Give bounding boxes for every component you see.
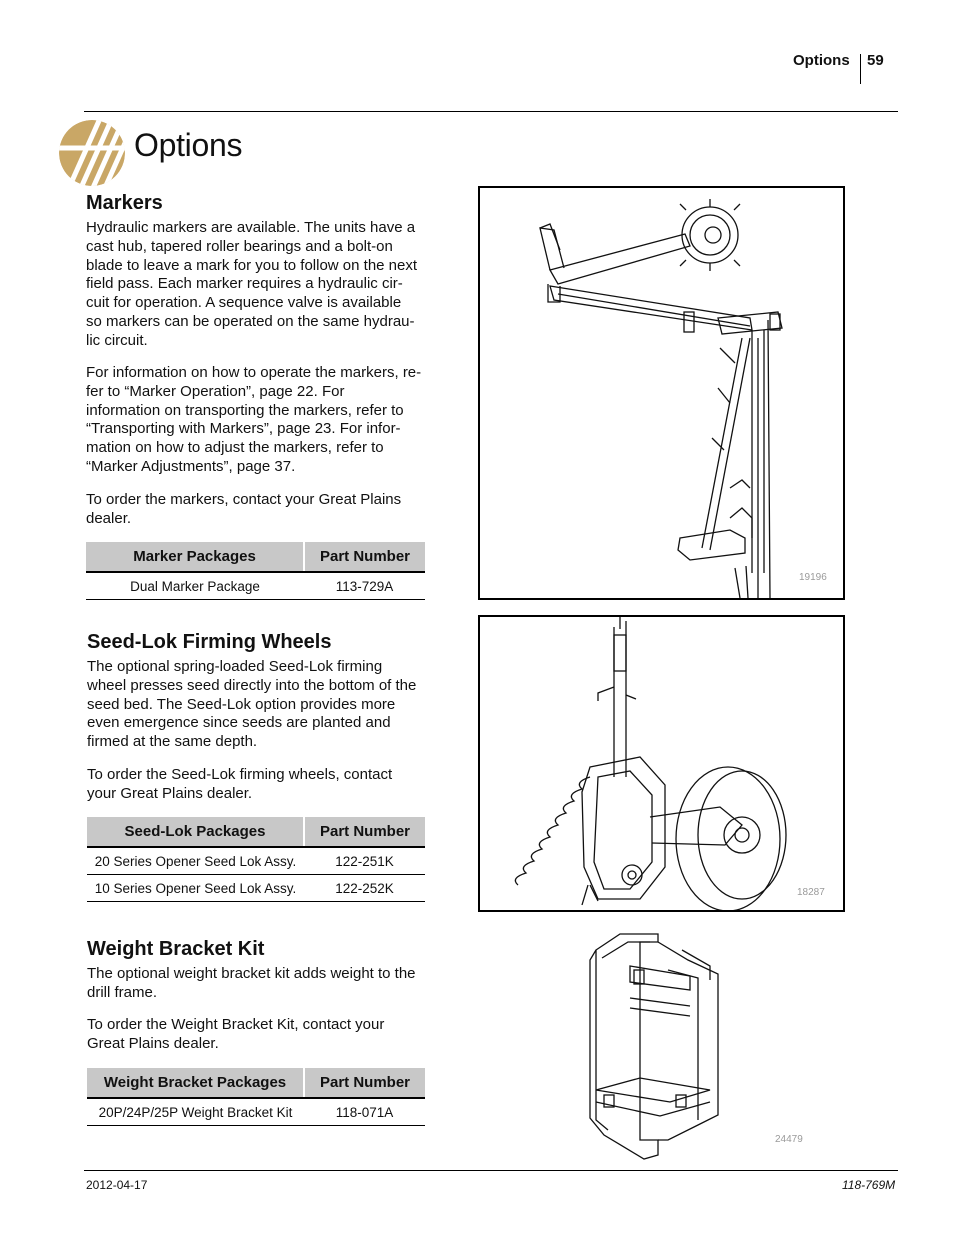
table-header: Part Number (304, 817, 425, 847)
markers-heading: Markers (86, 192, 163, 214)
running-header-section: Options (793, 52, 850, 69)
table-row: Dual Marker Package 113-729A (86, 572, 425, 600)
table-row: 20P/24P/25P Weight Bracket Kit 118-071A (87, 1098, 425, 1126)
seedlok-paragraph-1: The optional spring-loaded Seed-Lok firming wheel presses seed directly into the bottom of the seed bed. The Seed-Lok option provides more even emergence since seeds are planted and firmed at the same depth. (87, 658, 417, 751)
marker-packages-table (86, 542, 425, 600)
header-separator (860, 54, 861, 84)
table-header: Part Number (304, 1068, 425, 1098)
table-row: 10 Series Opener Seed Lok Assy. 122-252K (87, 875, 425, 902)
weight-bracket-figure (560, 930, 810, 1162)
footer-date: 2012-04-17 (86, 1178, 148, 1192)
great-plains-logo (58, 118, 126, 188)
weight-bracket-illustration (560, 930, 810, 1162)
table-header: Part Number (304, 542, 425, 572)
markers-paragraph-2: For information on how to operate the markers, re- fer to “Marker Operation”, page 22. For information on transporting the markers, refer to “Transporting with Markers”, page 23. For infor- mation on how to adjust the markers, refer to “Marker Adjustments”, page 37. (86, 364, 422, 475)
seedlok-illustration (480, 617, 843, 910)
seedlok-paragraph-2: To order the Seed-Lok firming wheels, contact your Great Plains dealer. (87, 766, 393, 802)
top-rule (84, 111, 898, 112)
weight-bracket-paragraph-1: The optional weight bracket kit adds weight to the drill frame. (87, 965, 416, 1001)
page-title: Options (134, 127, 243, 163)
seedlok-heading: Seed-Lok Firming Wheels (87, 631, 332, 653)
table-header: Marker Packages (86, 542, 304, 572)
marker-figure (478, 186, 845, 600)
figure-number: 18287 (797, 887, 825, 898)
weight-bracket-heading: Weight Bracket Kit (87, 938, 265, 960)
footer-document-number: 118-769M (842, 1178, 896, 1192)
markers-paragraph-1: Hydraulic markers are available. The units have a cast hub, tapered roller bearings and a bolt-on blade to leave a mark for you to follow on the next field pass. Each marker requires a hydraulic cir- cuit for operation. A sequence valve is available so markers can be operated on the same hydrau- lic circuit. (86, 219, 418, 349)
seedlok-packages-table (87, 817, 425, 902)
figure-number: 24479 (775, 1134, 803, 1145)
table-header: Seed-Lok Packages (87, 817, 304, 847)
table-header: Weight Bracket Packages (87, 1068, 304, 1098)
page-number: 59 (867, 52, 884, 69)
seedlok-figure (478, 615, 845, 912)
figure-number: 19196 (799, 572, 827, 583)
weight-bracket-paragraph-2: To order the Weight Bracket Kit, contact your Great Plains dealer. (87, 1016, 385, 1052)
bottom-rule (84, 1170, 898, 1171)
marker-illustration (480, 188, 843, 598)
markers-paragraph-3: To order the markers, contact your Great Plains dealer. (86, 491, 402, 527)
weight-bracket-table (87, 1068, 425, 1126)
table-row: 20 Series Opener Seed Lok Assy. 122-251K (87, 847, 425, 875)
